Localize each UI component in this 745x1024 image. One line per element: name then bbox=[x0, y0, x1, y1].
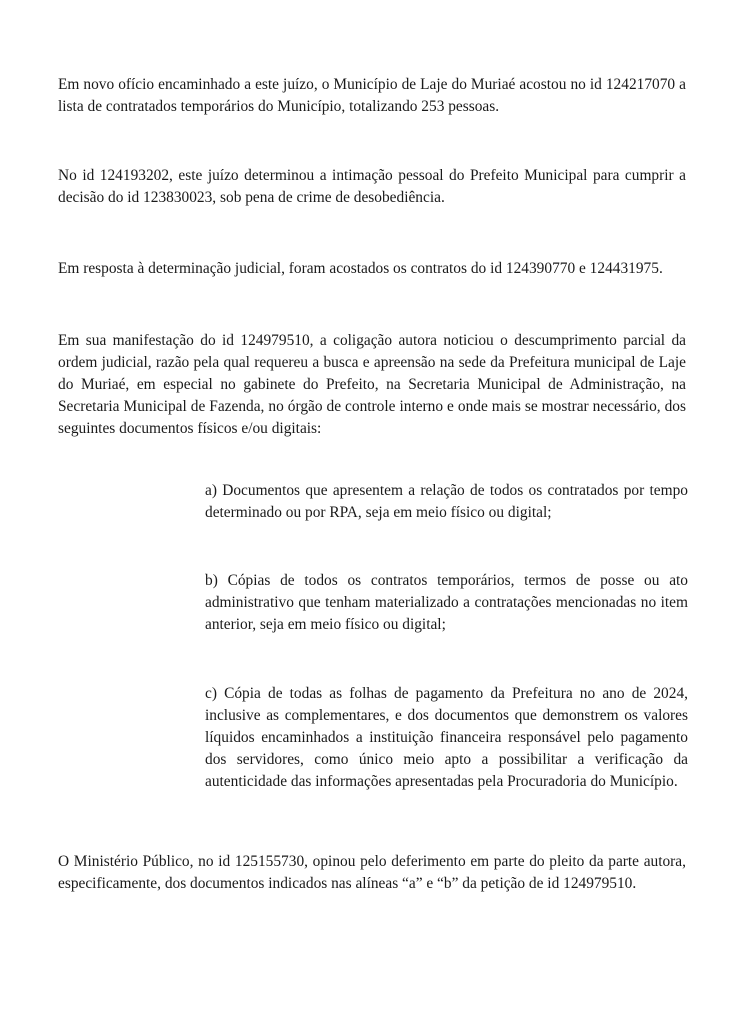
item-c: c) Cópia de todas as folhas de pagamento da Prefeitura no ano de 2024, inclusive as complementares, e dos documentos que demonstrem os valores líquidos encaminhados a instituição financeira responsável pelo pagamento dos servidores, como único meio apto a possibilitar a verificação da autenticidade das informações apresentadas pela Procuradoria do Município. bbox=[205, 685, 688, 790]
paragraph-ministerio-publico: O Ministério Público, no id 125155730, opinou pelo deferimento em parte do pleito da parte autora, especificamente, dos documentos indicados nas alíneas “a” e “b” da petição de id 124979510. bbox=[58, 853, 686, 892]
paragraph-intimacao: No id 124193202, este juízo determinou a intimação pessoal do Prefeito Municipal para cumprir a decisão do id 123830023, sob pena de crime de desobediência. bbox=[58, 167, 686, 206]
paragraph-resposta: Em resposta à determinação judicial, foram acostados os contratos do id 124390770 e 124431975. bbox=[58, 260, 663, 277]
paragraph-oficio: Em novo ofício encaminhado a este juízo, o Município de Laje do Muriaé acostou no id 124217070 a lista de contratados temporários do Município, totalizando 253 pessoas. bbox=[58, 76, 686, 115]
item-a: a) Documentos que apresentem a relação de todos os contratados por tempo determinado ou por RPA, seja em meio físico ou digital; bbox=[205, 482, 688, 521]
item-b: b) Cópias de todos os contratos temporários, termos de posse ou ato administrativo que tenham materializado a contratações mencionadas no item anterior, seja em meio físico ou digital; bbox=[205, 572, 688, 633]
paragraph-manifestacao: Em sua manifestação do id 124979510, a coligação autora noticiou o descumprimento parcial da ordem judicial, razão pela qual requereu a busca e apreensão na sede da Prefeitura municipal de Laje do Muriaé, em especial no gabinete do Prefeito, na Secretaria Municipal de Administração, na Secretaria Municipal de Fazenda, no órgão de controle interno e onde mais se mostrar necessário, dos seguintes documentos físicos e/ou digitais: bbox=[58, 332, 686, 437]
